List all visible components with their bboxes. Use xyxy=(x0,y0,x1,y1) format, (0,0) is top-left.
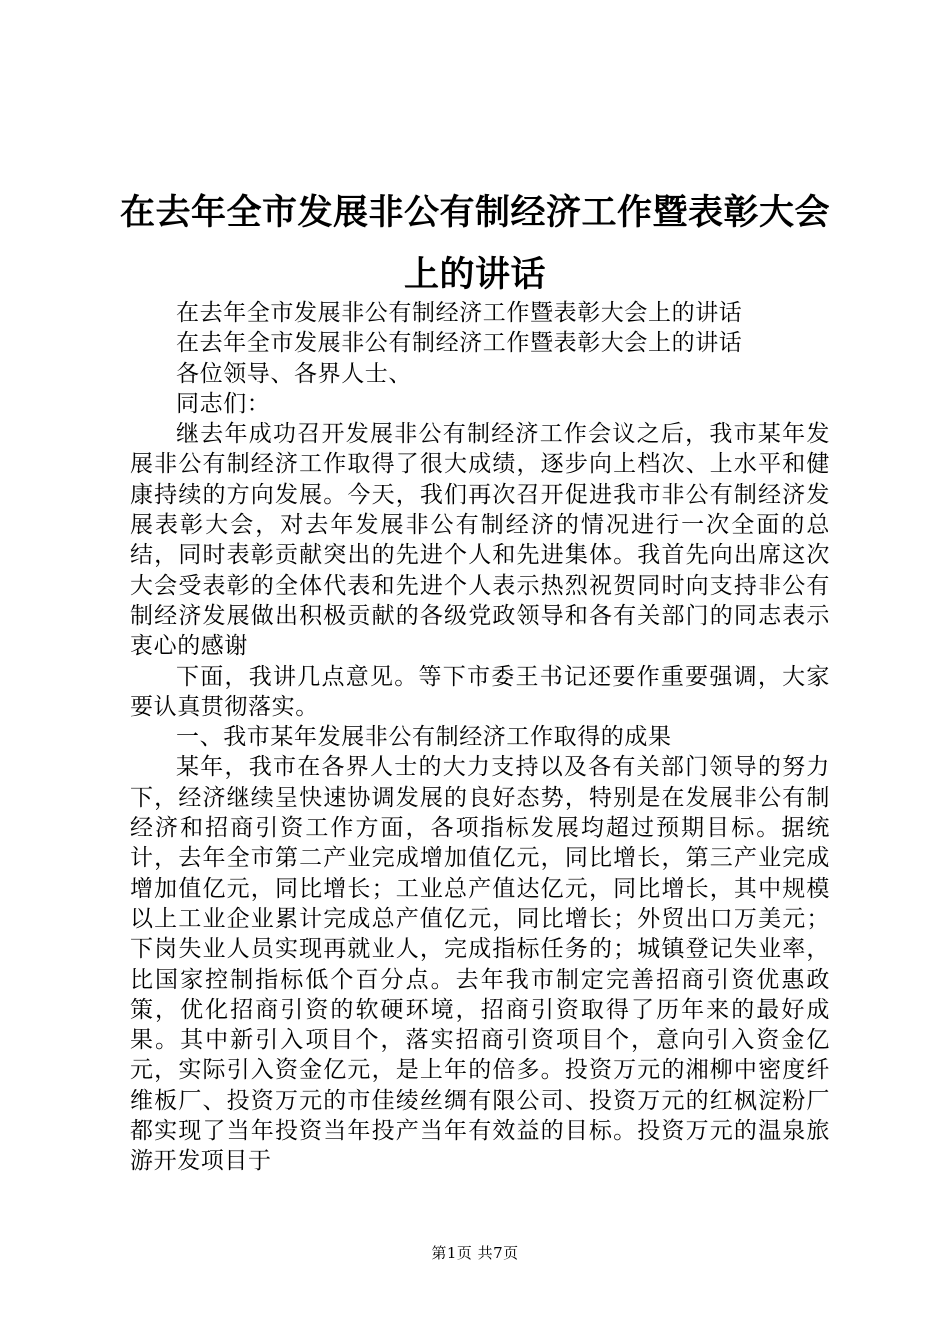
paragraph-achievements: 某年，我市在各界人士的大力支持以及各有关部门领导的努力下，经济继续呈快速协调发展的良好态势，特别是在发展非公有制经济和招商引资工作方面，各项指标发展均超过预期目标。据统计，去年全市第二产业完成增加值亿元，同比增长，第三产业完成增加值亿元，同比增长；工业总产值达亿元，同比增长，其中规模以上工业企业累计完成总产值亿元，同比增长；外贸出口万美元；下岗失业人员实现再就业人，完成指标任务的；城镇登记失业率，比国家控制指标低个百分点。去年我市制定完善招商引资优惠政策，优化招商引资的软硬环境，招商引资取得了历年来的最好成果。其中新引入项目个，落实招商引资项目个，意向引入资金亿元，实际引入资金亿元，是上年的倍多。投资万元的湘柳中密度纤维板厂、投资万元的市佳绫丝绸有限公司、投资万元的红枫淀粉厂都实现了当年投资当年投产当年有效益的目标。投资万元的温泉旅游开发项目于 xyxy=(130,754,830,1175)
paragraph-repeated-title-2: 在去年全市发展非公有制经济工作暨表彰大会上的讲话 xyxy=(176,330,743,357)
paragraph-salutation: 各位领导、各界人士、 xyxy=(176,360,412,387)
document-title-line-2: 上的讲话 xyxy=(403,255,546,295)
document-title xyxy=(100,182,850,306)
paragraph-repeated-title-1: 在去年全市发展非公有制经济工作暨表彰大会上的讲话 xyxy=(176,300,743,326)
section-heading-1: 一、我市某年发展非公有制经济工作取得的成果 xyxy=(176,724,672,751)
page-footer: 第1页 共7页 xyxy=(431,1244,519,1262)
paragraph-salutation-comrades: 同志们： xyxy=(176,390,271,417)
paragraph-opening: 继去年成功召开发展非公有制经济工作会议之后，我市某年发展非公有制经济工作取得了很大成绩，逐步向上档次、上水平和健康持续的方向发展。今天，我们再次召开促进我市非公有制经济发展表彰大会，对去年发展非公有制经济的情况进行一次全面的总结，同时表彰贡献突出的先进个人和先进集体。我首先向出席这次大会受表彰的全体代表和先进个人表示热烈祝贺同时向支持非公有制经济发展做出积极贡献的各级党政领导和各有关部门的同志表示衷心的感谢 xyxy=(130,421,830,660)
document-body xyxy=(130,298,830,1177)
paragraph-remarks: 下面，我讲几点意见。等下市委王书记还要作重要强调，大家要认真贯彻落实。 xyxy=(130,663,830,720)
document-title-line-1: 在去年全市发展非公有制经济工作暨表彰大会 xyxy=(119,193,830,233)
